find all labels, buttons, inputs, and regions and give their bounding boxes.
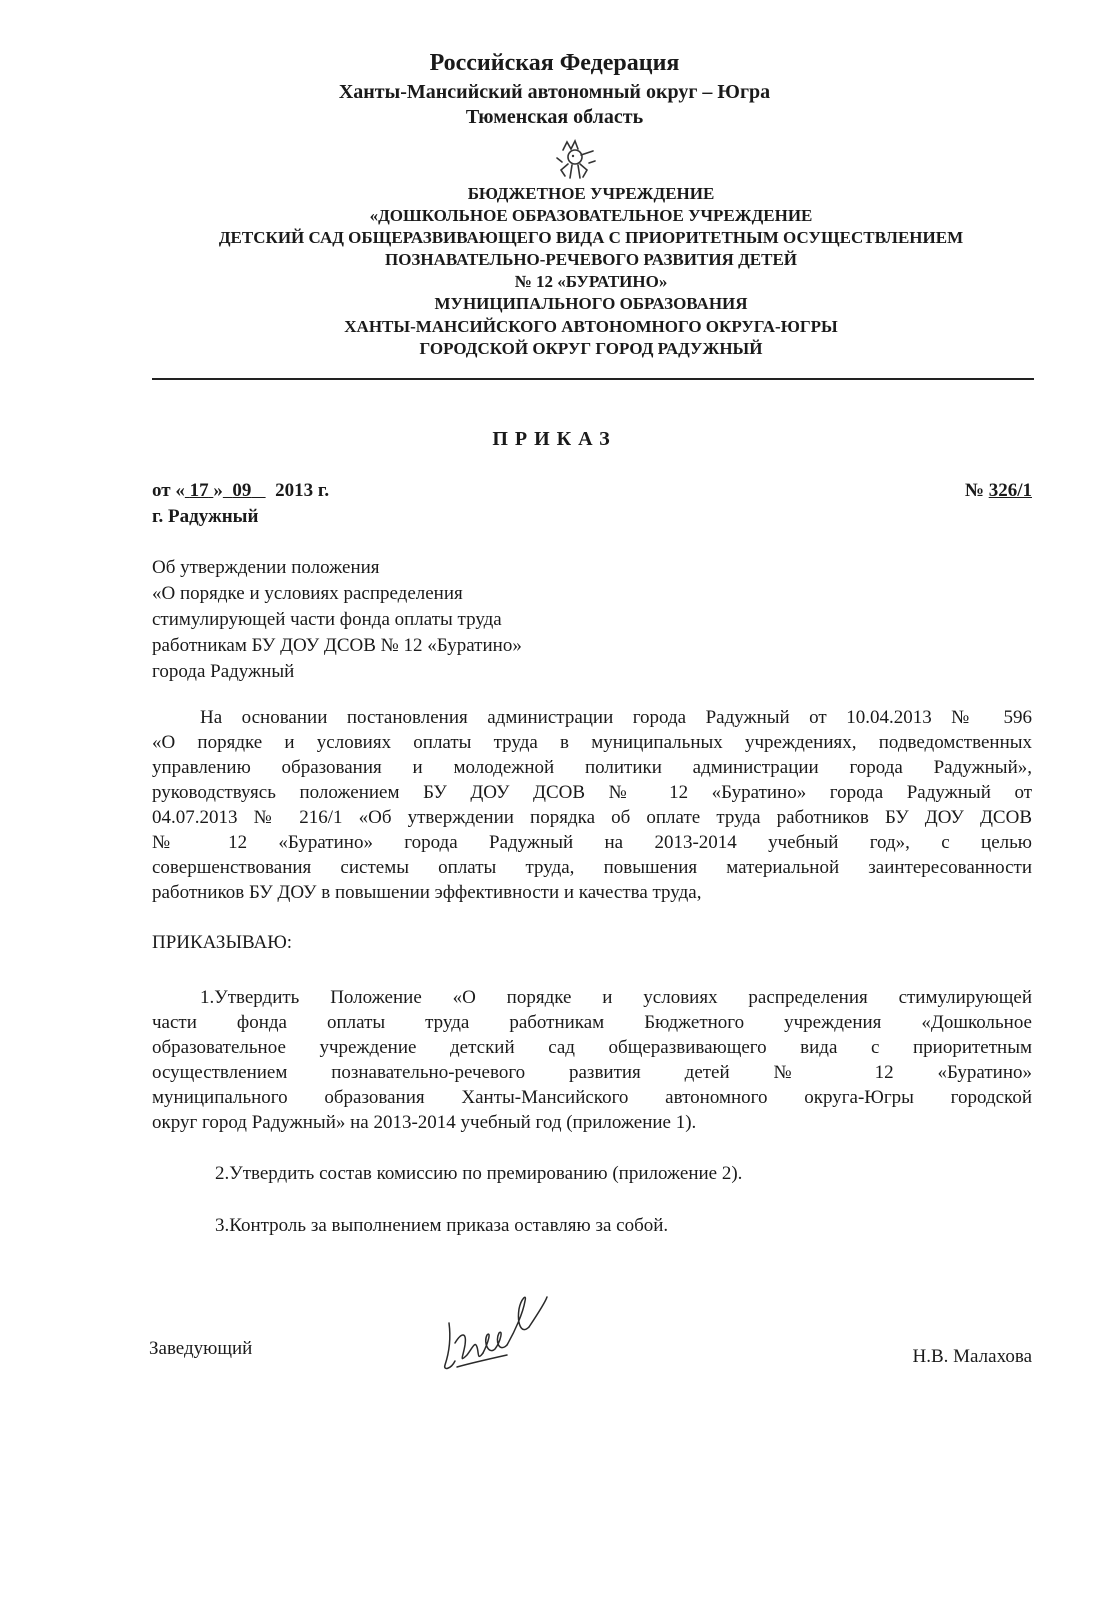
org-line: № 12 «БУРАТИНО» [514, 272, 668, 292]
org-line: БЮДЖЕТНОЕ УЧРЕЖДЕНИЕ [467, 184, 715, 203]
order-number: № 326/1 [964, 480, 1032, 501]
orders-word: ПРИКАЗЫВАЮ: [152, 932, 293, 953]
okrug-heading: Ханты-Мансийский автономный округ – Югра [338, 81, 771, 103]
basis-line: 04.07.2013 № 216/1 «Об утверждении порядка об оплате труда работников БУ ДОУ ДСОВ [152, 807, 1032, 828]
subject-line: Об утверждении положения [152, 557, 380, 578]
subject-line: «О порядке и условиях распределения [152, 583, 463, 604]
item-line: части фонда оплаты труда работникам Бюджетного учреждения «Дошкольное [152, 1012, 1032, 1033]
item-line: осуществлением познавательно-речевого развития детей № 12 «Буратино» [152, 1062, 1032, 1083]
oblast-heading: Тюменская область [465, 106, 644, 128]
country-heading: Российская Федерация [429, 50, 680, 76]
org-line: ДЕТСКИЙ САД ОБЩЕРАЗВИВАЮЩЕГО ВИДА С ПРИОРИТЕТНЫМ ОСУЩЕСТВЛЕНИЕМ [218, 228, 964, 248]
basis-line: «О порядке и условиях оплаты труда в муниципальных учреждениях, подведомственных [152, 732, 1032, 753]
order-item-2: 2.Утвердить состав комиссию по премированию (приложение 2). [215, 1163, 743, 1184]
signer-name: Н.В. Малахова [912, 1346, 1032, 1367]
basis-line: совершенствования системы оплаты труда, повышения материальной заинтересованности [152, 857, 1032, 878]
item-line: муниципального образования Ханты-Мансийского автономного округа-Югры городской [152, 1087, 1032, 1108]
item-line: образовательное учреждение детский сад общеразвивающего вида с приоритетным [152, 1037, 1032, 1058]
org-line: ГОРОДСКОЙ ОКРУГ ГОРОД РАДУЖНЫЙ [419, 338, 763, 358]
handwritten-signature [437, 1283, 557, 1383]
subject-line: стимулирующей части фонда оплаты труда [152, 609, 502, 630]
subject-line: работникам БУ ДОУ ДСОВ № 12 «Буратино» [152, 635, 522, 656]
item-line: 1.Утвердить Положение «О порядке и условиях распределения стимулирующей [200, 987, 1032, 1008]
organization-name [150, 183, 1032, 360]
basis-line: работников БУ ДОУ в повышении эффективности и качества труда, [152, 882, 702, 903]
order-item-3: 3.Контроль за выполнением приказа оставляю за собой. [215, 1215, 669, 1236]
basis-paragraph [152, 705, 1032, 905]
header-divider [152, 378, 1034, 380]
item-line: округ город Радужный» на 2013-2014 учебный год (приложение 1). [152, 1112, 697, 1133]
order-city: г. Радужный [152, 506, 259, 527]
basis-line: № 12 «Буратино» города Радужный на 2013-2014 учебный год», с целью [152, 832, 1032, 853]
buratino-emblem-icon [553, 136, 599, 182]
order-subject [152, 555, 522, 685]
signer-position: Заведующий [149, 1338, 253, 1359]
basis-line: На основании постановления администрации города Радужный от 10.04.2013 № 596 [200, 707, 1032, 728]
org-line: ПОЗНАВАТЕЛЬНО-РЕЧЕВОГО РАЗВИТИЯ ДЕТЕЙ [384, 250, 798, 270]
basis-line: управлению образования и молодежной политики администрации города Радужный», [152, 757, 1032, 778]
order-item-1 [152, 985, 1032, 1135]
document-type: ПРИКАЗ [492, 428, 617, 450]
org-line: МУНИЦИПАЛЬНОГО ОБРАЗОВАНИЯ [434, 294, 748, 314]
basis-line: руководствуясь положением БУ ДОУ ДСОВ № 12 «Буратино» города Радужный от [152, 782, 1032, 803]
order-date: от « 17 » 09 2013 г. [152, 480, 330, 501]
org-line: «ДОШКОЛЬНОЕ ОБРАЗОВАТЕЛЬНОЕ УЧРЕЖДЕНИЕ [369, 206, 813, 226]
org-line: ХАНТЫ-МАНСИЙСКОГО АВТОНОМНОГО ОКРУГА-ЮГРЫ [344, 316, 838, 336]
subject-line: города Радужный [152, 661, 295, 682]
